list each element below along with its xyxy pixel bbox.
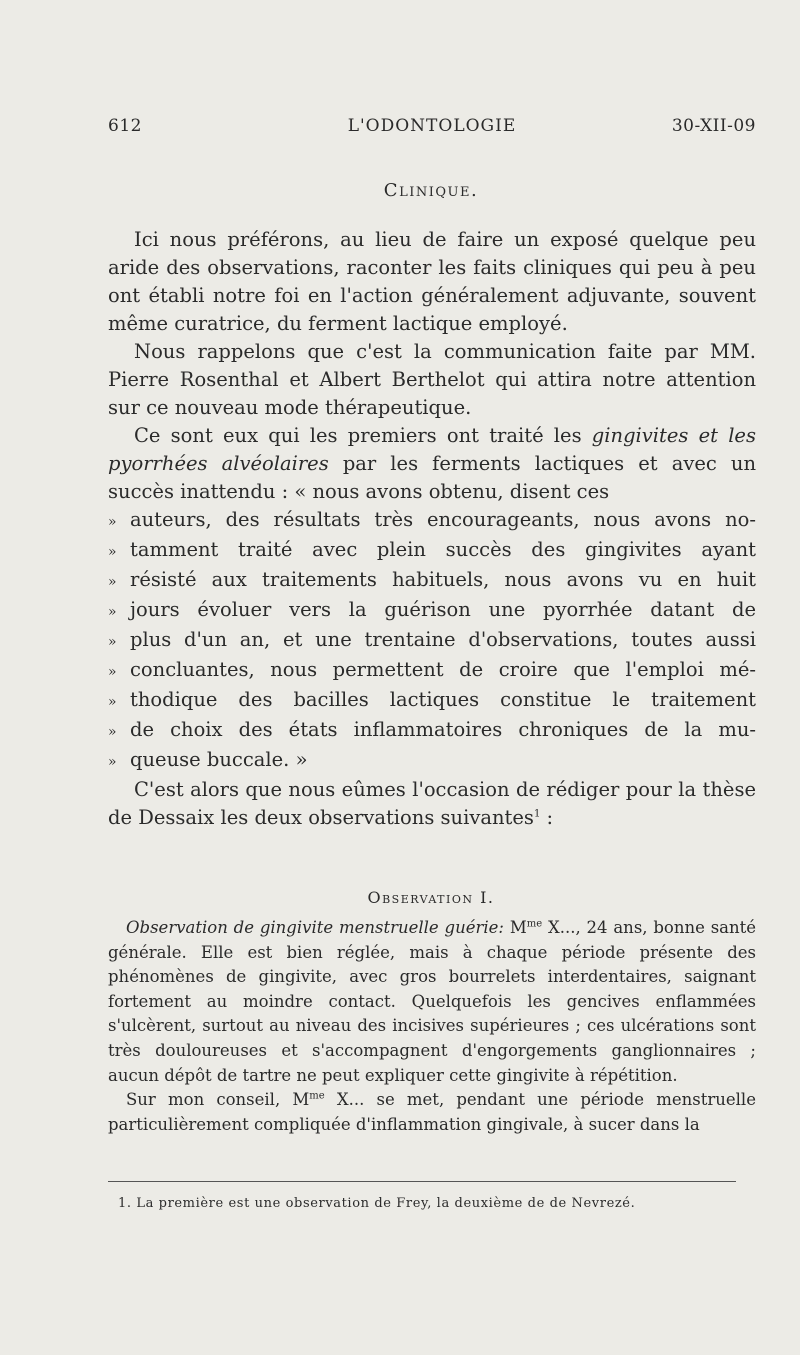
quote-mark: » [108,664,117,680]
quote-line [108,656,756,686]
quote-line [108,716,756,746]
quote-text: plus d'un an, et une trentaine d'observations, toutes aussi [130,628,756,651]
quote-mark: » [108,634,117,650]
text-run: X... se met, pendant une période menstruelle particulièrement compliquée d'inflammation gingivale, à sucer dans la [108,1090,756,1134]
running-header [108,116,756,140]
text-run: Sur mon conseil, M [126,1090,310,1110]
paragraph: Ici nous préférons, au lieu de faire un exposé quelque peu aride des observations, raconter les faits cliniques qui peu à peu ont établi notre foi en l'action généralement adjuvante, souvent même curatrice, du ferment lactique employé. [108,228,756,335]
quote-line [108,626,756,656]
text-run: Ce sont eux qui les premiers ont traité les [134,424,582,447]
quote-text: queuse buccale. » [130,748,308,771]
italic-text: Observation de gingivite menstruelle guérie: [126,918,504,937]
text-run: C'est alors que nous eûmes l'occasion de rédiger pour la thèse de Dessaix les deux observations suivantes [108,778,756,829]
paragraph [108,1088,756,1137]
paragraph [108,916,756,1088]
quote-line [108,746,756,776]
quote-mark: » [108,724,117,740]
footnote: 1. La première est une observation de Frey, la deuxième de de Nevrezé. [118,1196,636,1211]
quote-mark: » [108,574,117,590]
issue-date: 30-XII-09 [671,116,756,136]
observation-title: Observation I. [367,888,495,907]
quote-text: de choix des états inflammatoires chroniques de la mu- [130,718,756,741]
paragraph [108,422,756,506]
quotation [108,506,756,776]
quote-text: thodique des bacilles lactiques constitue le traitement [130,688,756,711]
quote-text: auteurs, des résultats très encourageants, nous avons no- [130,508,756,531]
journal-title: L'ODONTOLOGIE [347,116,517,136]
quote-text: tamment traité avec plein succès des gingivites ayant [130,538,756,561]
quote-text: résisté aux traitements habituels, nous avons vu en huit [130,568,756,591]
quote-mark: » [108,604,117,620]
quote-line [108,566,756,596]
quote-text: jours évoluer vers la guérison une pyorrhée datant de [130,598,756,621]
paragraph [108,776,756,832]
main-text [108,226,756,832]
text-run: : [540,806,554,829]
quote-line [108,596,756,626]
page-number: 612 [108,116,142,136]
text-run: par les ferments lactiques et avec un succès inattendu : « nous avons obtenu, disent ces [108,452,756,503]
text-run: X..., 24 ans, bonne santé générale. Elle est bien réglée, mais à chaque période présente des phénomènes de gingivite, avec gros bourrelets interdentaires, saignant fortement au moindre contact. Quelquefois les gencives enflammées s'ulcèrent, surtout au niveau des incisives supérieures ; ces ulcérations sont très douloureuses et s'accompagnent d'engorgements ganglionnaires ; aucun dépôt de tartre ne peut expliquer cette gingivite à répétition. [108,918,757,1085]
italic-text: gingivites et les pyorrhées alvéolaires [108,424,756,475]
quote-mark: » [108,544,117,560]
observation-text [108,916,756,1137]
superscript: me [309,1090,325,1102]
footnote-separator [108,1181,736,1182]
footnote-ref: 1 [533,808,541,820]
quote-line [108,506,756,536]
superscript: me [526,918,543,930]
quote-mark: » [108,754,117,770]
quote-line [108,686,756,716]
quote-text: concluantes, nous permettent de croire que l'emploi mé- [130,658,756,681]
paragraph: Nous rappelons que c'est la communication faite par MM. Pierre Rosenthal et Albert Berthelot qui attira notre attention sur ce nouveau mode thérapeutique. [108,340,756,419]
quote-mark: » [108,694,117,710]
text-run: M [509,918,527,937]
section-title: Clinique. [383,180,479,201]
quote-mark: » [108,514,117,530]
quote-line [108,536,756,566]
